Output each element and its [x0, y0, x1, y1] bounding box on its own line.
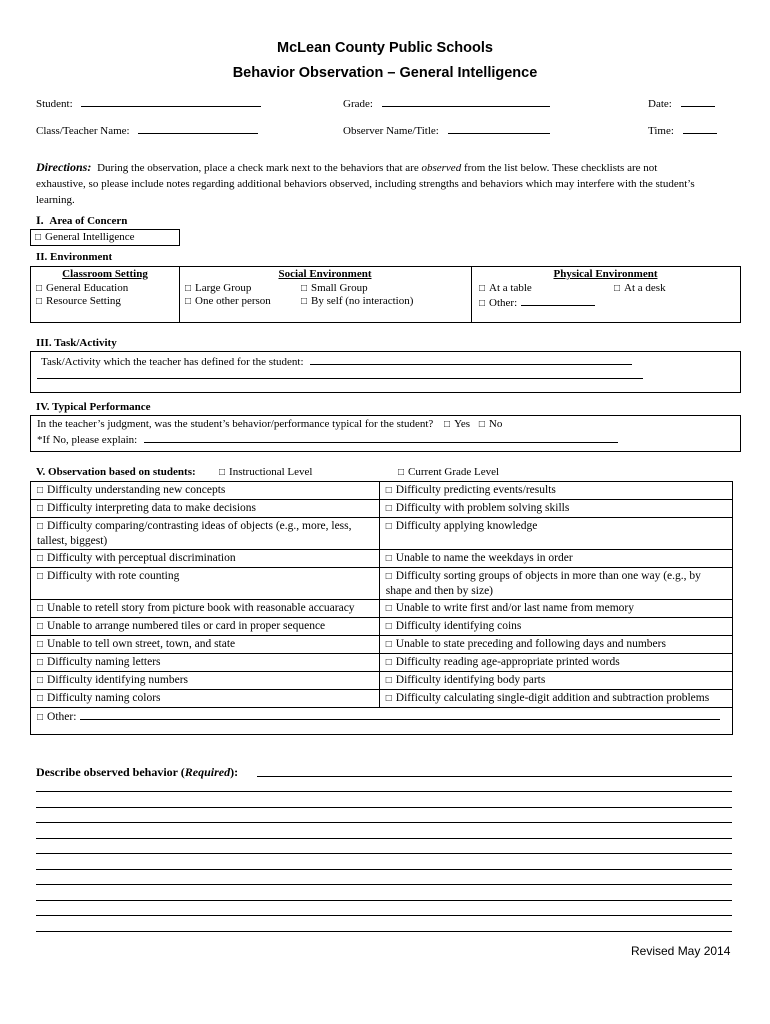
checkbox-icon: □ [37, 712, 44, 723]
checkbox-icon: □ [36, 283, 43, 294]
checkbox-icon: □ [385, 621, 392, 632]
no-checkbox[interactable] [479, 418, 503, 430]
grade-field[interactable] [343, 96, 550, 110]
resource-setting-label: Resource Setting [46, 295, 121, 307]
observation-other-line[interactable] [80, 709, 720, 720]
checkbox-icon: □ [37, 553, 44, 564]
checkbox-icon: □ [219, 467, 226, 478]
observation-item-right[interactable] [379, 690, 732, 708]
general-intelligence-checkbox[interactable] [35, 231, 135, 243]
student-line[interactable] [81, 96, 261, 107]
observation-item-label: Difficulty naming letters [47, 656, 161, 668]
observation-item-right[interactable] [379, 550, 732, 568]
typical-performance-box [30, 415, 741, 452]
explain-label: *If No, please explain: [37, 434, 138, 446]
describe-line[interactable] [36, 853, 732, 854]
time-label: Time: [648, 125, 674, 137]
grade-line[interactable] [382, 96, 550, 107]
observation-other[interactable] [31, 708, 733, 735]
directions-line-3: learning. [36, 194, 75, 206]
observation-item-left[interactable] [31, 600, 380, 618]
small-group-checkbox[interactable] [301, 282, 368, 294]
checkbox-icon: □ [37, 657, 44, 668]
checkbox-icon: □ [385, 639, 392, 650]
typical-question [37, 418, 502, 430]
observer-line[interactable] [448, 123, 550, 134]
student-field[interactable] [36, 96, 261, 110]
one-other-person-checkbox[interactable] [185, 295, 271, 307]
observation-item-label: Difficulty predicting events/results [395, 484, 556, 496]
observation-row [31, 654, 733, 672]
observation-item-label: Difficulty calculating single-digit addition and subtraction problems [395, 692, 710, 704]
describe-line[interactable] [36, 915, 732, 916]
task-activity-box [30, 351, 741, 393]
observation-row [31, 618, 733, 636]
observation-item-label: Difficulty with perceptual discrimination [47, 552, 236, 564]
observer-field[interactable] [343, 123, 550, 137]
observer-label: Observer Name/Title: [343, 125, 439, 137]
at-a-table-checkbox[interactable] [479, 282, 532, 294]
observation-item-label: Difficulty sorting groups of objects in more than one way (e.g., by shape and then by size) [385, 570, 701, 597]
describe-required: Required [184, 765, 231, 779]
date-label: Date: [648, 98, 672, 110]
explain-line[interactable] [144, 432, 618, 443]
directions [36, 159, 736, 208]
describe-line[interactable] [36, 791, 732, 792]
grade-label: Grade: [343, 98, 373, 110]
observation-item-left[interactable] [31, 568, 380, 600]
observation-row [31, 550, 733, 568]
observation-item-label: Difficulty with rote counting [47, 570, 180, 582]
observation-other-row [31, 708, 733, 735]
class-teacher-field[interactable] [36, 123, 258, 137]
observation-item-right[interactable] [379, 568, 732, 600]
observation-table [30, 481, 733, 735]
class-teacher-label: Class/Teacher Name: [36, 125, 130, 137]
task-activity-prompt[interactable] [41, 354, 632, 368]
observation-item-label: Unable to name the weekdays in order [395, 552, 573, 564]
checkbox-icon: □ [37, 503, 44, 514]
observation-item-right[interactable] [379, 618, 732, 636]
section-5-header [36, 466, 196, 478]
typical-question-label: In the teacher’s judgment, was the student’s behavior/performance typical for the student? [37, 418, 434, 430]
checkbox-icon: □ [385, 553, 392, 564]
checkbox-icon: □ [37, 603, 44, 614]
observation-row [31, 672, 733, 690]
section-1-numeral: I. [36, 213, 44, 227]
observation-row [31, 568, 733, 600]
describe-line[interactable] [36, 807, 732, 808]
directions-text-b: from the list below. These checklists are not [463, 162, 658, 174]
describe-line[interactable] [36, 900, 732, 901]
one-other-person-label: One other person [195, 295, 271, 307]
checkbox-icon: □ [385, 521, 392, 532]
observation-item-left[interactable] [31, 636, 380, 654]
checkbox-icon: □ [37, 675, 44, 686]
observation-item-label: Unable to write first and/or last name from memory [395, 602, 635, 614]
observation-row [31, 690, 733, 708]
observation-item-label: Difficulty understanding new concepts [47, 484, 226, 496]
class-teacher-line[interactable] [138, 123, 258, 134]
time-field[interactable] [648, 123, 717, 137]
checkbox-icon: □ [37, 521, 44, 532]
social-environment-heading: Social Environment [278, 268, 372, 280]
checkbox-icon: □ [398, 467, 405, 478]
by-self-label: By self (no interaction) [311, 295, 414, 307]
current-grade-level-checkbox[interactable] [398, 466, 499, 478]
observation-table-wrap [30, 481, 733, 735]
observation-item-left[interactable] [31, 482, 380, 500]
checkbox-icon: □ [385, 693, 392, 704]
physical-environment-heading: Physical Environment [553, 268, 658, 280]
describe-line[interactable] [36, 822, 732, 823]
at-a-table-label: At a table [489, 282, 532, 294]
checkbox-icon: □ [36, 296, 43, 307]
section-3-title: III. Task/Activity [36, 337, 117, 349]
observation-item-left[interactable] [31, 654, 380, 672]
directions-observed: observed [421, 162, 462, 174]
date-line[interactable] [681, 96, 715, 107]
observation-row [31, 500, 733, 518]
general-education-label: General Education [46, 282, 129, 294]
observation-item-label: Difficulty identifying body parts [395, 674, 546, 686]
observation-item-label: Difficulty identifying numbers [47, 674, 189, 686]
section-1-title [36, 213, 127, 228]
small-group-label: Small Group [311, 282, 368, 294]
form-title: Behavior Observation – General Intelligence [232, 65, 538, 81]
org-title: McLean County Public Schools [277, 40, 493, 56]
checkbox-icon: □ [37, 571, 44, 582]
checkbox-icon: □ [37, 639, 44, 650]
directions-line-2: exhaustive, so please include notes regarding additional behaviors observed, including strengths and behaviors which may interfere with the student’s [36, 178, 695, 190]
by-self-checkbox[interactable] [301, 295, 413, 307]
observation-item-label: Difficulty applying knowledge [395, 520, 538, 532]
observation-item-label: Unable to tell own street, town, and state [47, 638, 236, 650]
observation-item-right[interactable] [379, 672, 732, 690]
describe-behavior-field[interactable] [36, 765, 238, 780]
environment-box [30, 266, 741, 323]
classroom-setting-heading: Classroom Setting [62, 268, 148, 280]
observation-item-right[interactable] [379, 500, 732, 518]
observation-item-label: Difficulty reading age-appropriate printed words [395, 656, 620, 668]
area-of-concern-box [30, 229, 180, 246]
observation-row [31, 600, 733, 618]
student-label: Student: [36, 98, 73, 110]
at-a-desk-checkbox[interactable] [614, 282, 666, 294]
checkbox-icon: □ [479, 298, 486, 309]
observation-item-label: Difficulty identifying coins [395, 620, 522, 632]
describe-line[interactable] [36, 838, 732, 839]
checkbox-icon: □ [444, 419, 451, 430]
observation-item-label: Difficulty interpreting data to make decisions [47, 502, 257, 514]
checkbox-icon: □ [385, 657, 392, 668]
observation-item-right[interactable] [379, 518, 732, 550]
current-grade-level-label: Current Grade Level [408, 466, 500, 478]
checkbox-icon: □ [185, 283, 192, 294]
observation-item-left[interactable] [31, 500, 380, 518]
describe-line[interactable] [36, 869, 732, 870]
observation-item-label: Unable to retell story from picture book with reasonable accuaracy [47, 602, 355, 614]
checkbox-icon: □ [301, 296, 308, 307]
checkbox-icon: □ [385, 675, 392, 686]
time-line[interactable] [683, 123, 717, 134]
other-environment-checkbox[interactable] [479, 295, 595, 309]
task-activity-line-2[interactable] [37, 378, 643, 379]
instructional-level-checkbox[interactable] [219, 466, 312, 478]
section-5-title: V. Observation based on students: [36, 466, 196, 478]
explain-field[interactable] [37, 432, 618, 446]
task-activity-line-1[interactable] [310, 354, 632, 365]
checkbox-icon: □ [385, 603, 392, 614]
checkbox-icon: □ [385, 485, 392, 496]
checkbox-icon: □ [185, 296, 192, 307]
checkbox-icon: □ [35, 232, 42, 243]
observation-item-right[interactable] [379, 636, 732, 654]
general-education-checkbox[interactable] [36, 282, 128, 294]
checkbox-icon: □ [37, 621, 44, 632]
observation-item-right[interactable] [379, 482, 732, 500]
observation-item-left[interactable] [31, 518, 380, 550]
at-a-desk-label: At a desk [624, 282, 666, 294]
general-intelligence-label: General Intelligence [45, 231, 135, 243]
large-group-label: Large Group [195, 282, 252, 294]
observation-item-left[interactable] [31, 550, 380, 568]
checkbox-icon: □ [385, 571, 392, 582]
yes-label: Yes [454, 418, 471, 430]
section-4-title: IV. Typical Performance [36, 401, 151, 413]
instructional-level-label: Instructional Level [229, 466, 313, 478]
resource-setting-checkbox[interactable] [36, 295, 121, 307]
observation-item-label: Unable to arrange numbered tiles or card in proper sequence [47, 620, 326, 632]
describe-label-a: Describe observed behavior ( [36, 765, 185, 779]
observation-other-label: Other: [47, 711, 77, 723]
checkbox-icon: □ [37, 485, 44, 496]
describe-line[interactable] [36, 931, 732, 932]
describe-label-b: ): [230, 765, 239, 779]
observation-item-left[interactable] [31, 672, 380, 690]
observation-item-label: Difficulty with problem solving skills [395, 502, 570, 514]
large-group-checkbox[interactable] [185, 282, 251, 294]
observation-row [31, 518, 733, 550]
task-activity-label: Task/Activity which the teacher has defined for the student: [41, 356, 304, 368]
observation-item-label: Difficulty naming colors [47, 692, 161, 704]
observation-item-label: Unable to state preceding and following days and numbers [395, 638, 666, 650]
yes-checkbox[interactable] [444, 418, 470, 430]
no-label: No [488, 418, 503, 430]
other-environment-line[interactable] [521, 295, 595, 306]
observation-row [31, 482, 733, 500]
checkbox-icon: □ [385, 503, 392, 514]
observation-item-right[interactable] [379, 654, 732, 672]
section-2-title: II. Environment [36, 251, 113, 263]
directions-label: Directions: [36, 160, 92, 174]
observation-item-right[interactable] [379, 600, 732, 618]
observation-item-label: Difficulty comparing/contrasting ideas of objects (e.g., more, less, tallest, biggest) [37, 520, 352, 547]
describe-line-0[interactable] [257, 776, 732, 777]
date-field[interactable] [648, 96, 715, 110]
checkbox-icon: □ [37, 693, 44, 704]
checkbox-icon: □ [301, 283, 308, 294]
observation-row [31, 636, 733, 654]
section-1-heading: Area of Concern [49, 215, 128, 227]
checkbox-icon: □ [614, 283, 621, 294]
other-environment-label: Other: [489, 297, 518, 309]
revised-date: Revised May 2014 [631, 944, 731, 958]
observation-item-left[interactable] [31, 690, 380, 708]
describe-line[interactable] [36, 884, 732, 885]
checkbox-icon: □ [479, 283, 486, 294]
observation-item-left[interactable] [31, 618, 380, 636]
checkbox-icon: □ [478, 419, 485, 430]
directions-text-a: During the observation, place a check mark next to the behaviors that are [97, 162, 419, 174]
